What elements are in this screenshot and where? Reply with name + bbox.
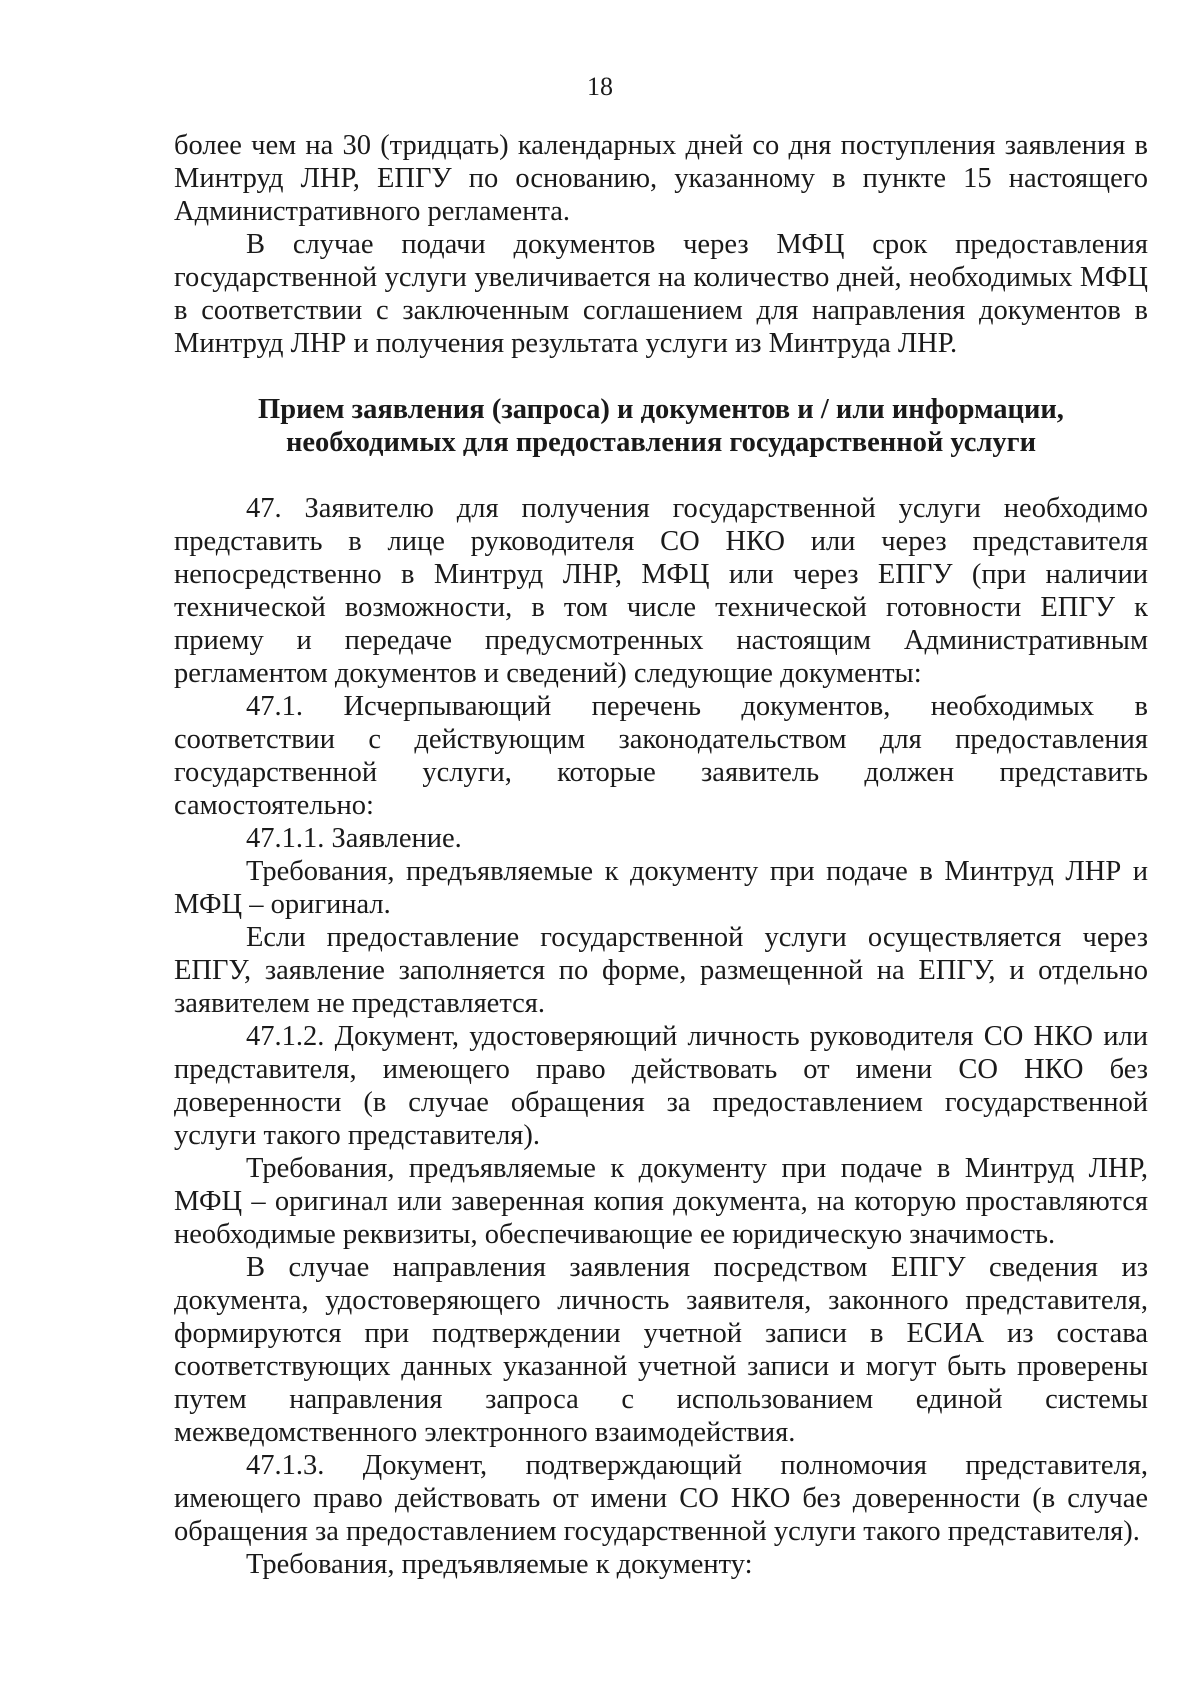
paragraph-epgu-application: Если предоставление государственной услуги осуществляется через ЕПГУ, заявление заполняется по форме, размещенной на ЕПГУ, и отдельно заявителем не представляется. xyxy=(174,922,1148,1019)
section-heading-line-2: необходимых для предоставления государственной услуги xyxy=(285,427,1037,458)
paragraph-mfc-term: В случае подачи документов через МФЦ срок предоставления государственной услуги увеличивается на количество дней, необходимых МФЦ в соответствии с заключенным соглашением для направления документов в Минтруд ЛНР и получения результата услуги из Минтруда ЛНР. xyxy=(174,229,1148,359)
paragraph-requirements-identity: Требования, предъявляемые к документу при подаче в Минтруд ЛНР, МФЦ – оригинал или заверенная копия документа, на которую проставляются необходимые реквизиты, обеспечивающие ее юридическую значимость. xyxy=(174,1153,1148,1250)
section-heading-line-1: Прием заявления (запроса) и документов и / или информации, xyxy=(258,394,1064,425)
paragraph-47: 47. Заявителю для получения государственной услуги необходимо представить в лице руководителя СО НКО или через представителя непосредственно в Минтруд ЛНР, МФЦ или через ЕПГУ (при наличии технической возможности, в том числе технической готовности ЕПГУ к приему и передаче предусмотренных настоящим Административным регламентом документов и сведений) следующие документы: xyxy=(174,493,1148,689)
paragraph-47-1-1: 47.1.1. Заявление. xyxy=(246,823,462,854)
paragraph-47-1-2: 47.1.2. Документ, удостоверяющий личность руководителя СО НКО или представителя, имеющего право действовать от имени СО НКО без доверенности (в случае обращения за предоставлением государственной услуги такого представителя). xyxy=(174,1021,1148,1151)
page-number: 18 xyxy=(587,72,613,101)
paragraph-47-1: 47.1. Исчерпывающий перечень документов, необходимых в соответствии с действующим законодательством для предоставления государственной услуги, которые заявитель должен представить самостоятельно: xyxy=(174,691,1148,821)
paragraph-requirements-application: Требования, предъявляемые к документу при подаче в Минтруд ЛНР и МФЦ – оригинал. xyxy=(174,856,1148,920)
paragraph-47-1-3: 47.1.3. Документ, подтверждающий полномочия представителя, имеющего право действовать от имени СО НКО без доверенности (в случае обращения за предоставлением государственной услуги такого представителя). xyxy=(174,1450,1148,1547)
document-body xyxy=(174,129,1148,1581)
section-heading xyxy=(174,393,1148,459)
paragraph-epgu-identity: В случае направления заявления посредством ЕПГУ сведения из документа, удостоверяющего личность заявителя, законного представителя, формируются при подтверждении учетной записи в ЕСИА из состава соответствующих данных указанной учетной записи и могут быть проверены путем направления запроса с использованием единой системы межведомственного электронного взаимодействия. xyxy=(174,1252,1148,1448)
paragraph-requirements-authority: Требования, предъявляемые к документу: xyxy=(246,1549,753,1580)
paragraph-continuation: более чем на 30 (тридцать) календарных дней со дня поступления заявления в Минтруд ЛНР, ЕПГУ по основанию, указанному в пункте 15 настоящего Административного регламента. xyxy=(174,130,1148,227)
